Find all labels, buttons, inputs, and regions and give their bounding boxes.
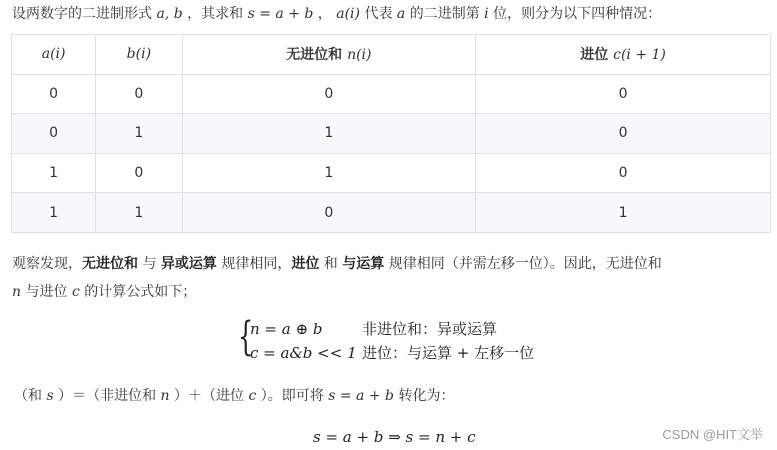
summary-text: （和 s ）＝（非进位和 n ）＋（进位 c ）。即可将 s = a + b 转化为： — [14, 388, 455, 404]
intro-part: ，其求和 — [182, 6, 248, 22]
intro-part: 设两数字的二进制形式 — [12, 6, 157, 22]
header-b-i: b(i) — [96, 35, 182, 75]
table-cell: 1 — [476, 193, 771, 233]
table-cell: 0 — [182, 193, 476, 233]
table-cell: 1 — [96, 114, 182, 154]
intro-part: ， — [313, 6, 337, 22]
math-ab: a, b — [156, 6, 183, 22]
formula-c: c = a&b << 1 — [250, 344, 357, 362]
header-c-i: 进位 c(i + 1) — [476, 35, 771, 75]
math-i: i — [484, 6, 489, 22]
header-a-i: a(i) — [12, 35, 96, 75]
table-row — [12, 74, 771, 114]
term-xor: 异或运算 — [160, 256, 217, 272]
table-row — [12, 153, 771, 193]
formula-n-desc: 非进位和：异或运算 — [362, 320, 498, 338]
term-carry: 进位 — [291, 256, 320, 272]
table-cell: 0 — [476, 74, 771, 114]
intro-part: 的二进制第 — [405, 6, 485, 22]
formula-c-desc: 进位：与运算 + 左移一位 — [362, 344, 535, 362]
formula-n: n = a ⊕ b — [250, 320, 323, 338]
case-row-c — [250, 342, 534, 363]
table-cell: 0 — [476, 114, 771, 154]
table-cell: 0 — [96, 153, 182, 193]
intro-part: 位，则分为以下四种情况： — [488, 6, 662, 22]
table-row — [12, 114, 771, 154]
table-cell: 0 — [96, 74, 182, 114]
table-cell: 1 — [12, 193, 96, 233]
table-header-row — [12, 35, 771, 75]
term-and: 与运算 — [342, 256, 385, 272]
table-cell: 1 — [12, 153, 96, 193]
math-ai: a(i) — [336, 6, 360, 22]
table-cell: 0 — [182, 74, 476, 114]
table-row — [12, 193, 771, 233]
table-cell: 0 — [12, 74, 96, 114]
term-no-carry-sum: 无进位和 — [82, 256, 138, 272]
case-row-n — [250, 318, 497, 339]
math-sum: s = a + b — [247, 6, 314, 22]
math-a: a — [396, 6, 406, 22]
truth-table — [11, 34, 771, 233]
final-formula: s = a + b ⇒ s = n + c — [313, 428, 476, 446]
table-cell: 1 — [182, 114, 476, 154]
intro-part: 代表 — [360, 6, 397, 22]
observation-paragraph: 观察发现，无进位和 与 异或运算 规律相同，进位 和 与运算 规律相同（并需左移一位）。因此，无进位和 n 与进位 c 的计算公式如下； — [12, 256, 662, 300]
header-n-i: 无进位和 n(i) — [182, 35, 476, 75]
table-cell: 1 — [182, 153, 476, 193]
table-cell: 0 — [476, 153, 771, 193]
left-brace: { — [238, 314, 254, 360]
table-cell: 0 — [12, 114, 96, 154]
watermark: CSDN @HIT文举 — [662, 427, 763, 442]
intro-text — [12, 4, 661, 24]
table-cell: 1 — [96, 193, 182, 233]
